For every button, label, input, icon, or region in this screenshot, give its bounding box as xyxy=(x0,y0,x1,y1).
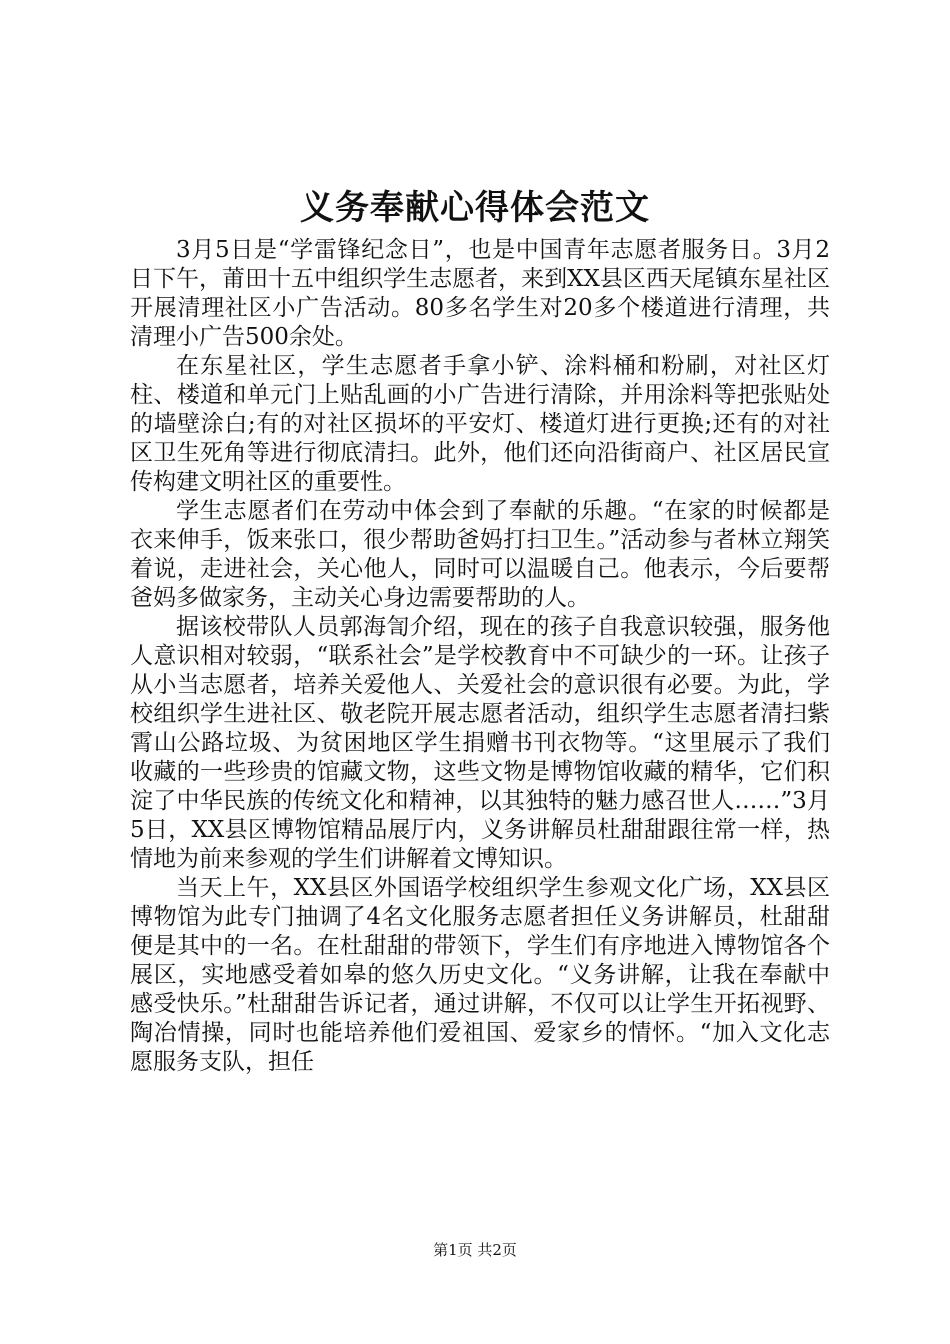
page-number-footer: 第1页 共2页 xyxy=(433,1241,517,1259)
paragraph: 据该校带队人员郭海訇介绍，现在的孩子自我意识较强，服务他人意识相对较弱，“联系社会”是学校教育中不可缺少的一环。让孩子从小当志愿者，培养关爱他人、关爱社会的意识很有必要。为此，学校组织学生进社区、敬老院开展志愿者活动，组织学生志愿者清扫紫霄山公路垃圾、为贫困地区学生捐赠书刊衣物等。“这里展示了我们收藏的一些珍贵的馆藏文物，这些文物是博物馆收藏的精华，它们积淀了中华民族的传统文化和精神，以其独特的魅力感召世人……”3月5日，XX县区博物馆精品展厅内，义务讲解员杜甜甜跟往常一样，热情地为前来参观的学生们讲解着文博知识。 xyxy=(130,614,830,872)
document-body xyxy=(130,236,830,1077)
paragraph: 3月5日是“学雷锋纪念日”，也是中国青年志愿者服务日。3月2日下午，莆田十五中组织学生志愿者，来到XX县区西天尾镇东星社区开展清理社区小广告活动。80多名学生对20多个楼道进行清理，共清理小广告500余处。 xyxy=(130,237,830,350)
paragraph: 在东星社区，学生志愿者手拿小铲、涂料桶和粉刷，对社区灯柱、楼道和单元门上贴乱画的小广告进行清除，并用涂料等把张贴处的墙壁涂白;有的对社区损坏的平安灯、楼道灯进行更换;还有的对社区卫生死角等进行彻底清扫。此外，他们还向沿街商户、社区居民宣传构建文明社区的重要性。 xyxy=(130,353,830,495)
paragraph: 学生志愿者们在劳动中体会到了奉献的乐趣。“在家的时候都是衣来伸手，饭来张口，很少帮助爸妈打扫卫生。”活动参与者林立翔笑着说，走进社会，关心他人，同时可以温暖自己。他表示，今后要帮爸妈多做家务，主动关心身边需要帮助的人。 xyxy=(130,498,830,611)
document-title: 义务奉献心得体会范文 xyxy=(300,188,650,228)
paragraph: 当天上午，XX县区外国语学校组织学生参观文化广场，XX县区博物馆为此专门抽调了4名文化服务志愿者担任义务讲解员，杜甜甜便是其中的一名。在杜甜甜的带领下，学生们有序地进入博物馆各个展区，实地感受着如皋的悠久历史文化。“义务讲解，让我在奉献中感受快乐。”杜甜甜告诉记者，通过讲解，不仅可以让学生开拓视野、陶冶情操，同时也能培养他们爱祖国、爱家乡的情怀。“加入文化志愿服务支队，担任 xyxy=(130,875,830,1075)
